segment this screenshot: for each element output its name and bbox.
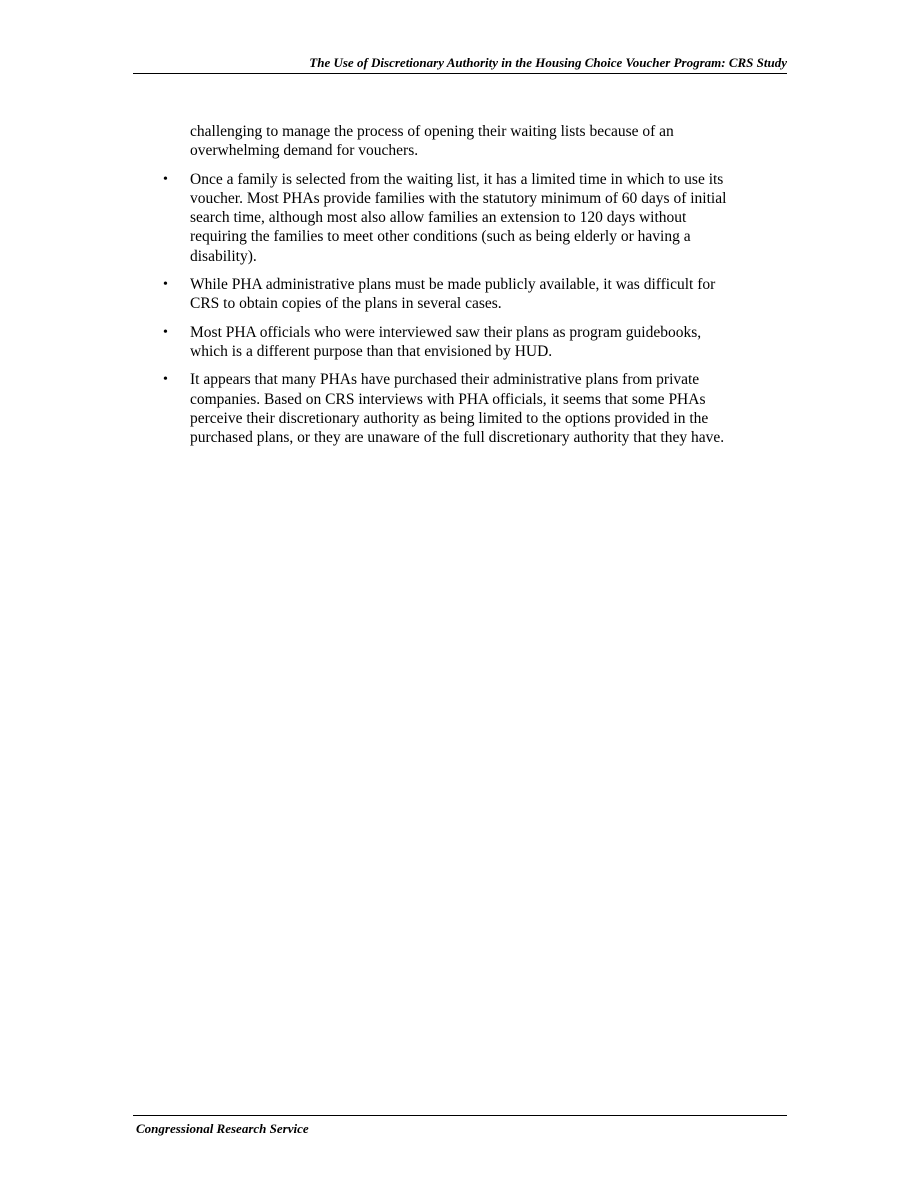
bullet-icon: •: [163, 372, 168, 388]
bullet-icon: •: [163, 324, 168, 340]
page-header: [133, 55, 787, 74]
page-footer: [133, 1115, 787, 1136]
bullet-item: [162, 275, 742, 314]
running-header-title: The Use of Discretionary Authority in the Housing Choice Voucher Program: CRS Study: [309, 55, 787, 70]
footer-organization: Congressional Research Service: [136, 1121, 309, 1136]
bullet-icon: •: [163, 171, 168, 187]
bullet-list: [162, 170, 742, 448]
bullet-item: [162, 323, 742, 362]
bullet-text: While PHA administrative plans must be made publicly available, it was difficult for CRS to obtain copies of the plans in several cases.: [190, 276, 716, 313]
bullet-item: [162, 170, 742, 266]
bullet-text: It appears that many PHAs have purchased their administrative plans from private companies. Based on CRS interviews with PHA officials, it seems that some PHAs perceive their discretionary authority as being limited to the options provided in the purchased plans, or they are unaware of the full discretionary authority that they have.: [190, 371, 725, 447]
bullet-icon: •: [163, 277, 168, 293]
bullet-text: Most PHA officials who were interviewed saw their plans as program guidebooks, which is a different purpose than that envisioned by HUD.: [190, 323, 702, 360]
continued-paragraph: challenging to manage the process of opening their waiting lists because of an overwhelming demand for vouchers.: [190, 123, 674, 160]
bullet-text: Once a family is selected from the waiting list, it has a limited time in which to use its voucher. Most PHAs provide families with the statutory minimum of 60 days of initial search time, although most also allow families an extension to 120 days without requiring the families to meet other conditions (such as being elderly or having a disability).: [190, 170, 727, 265]
bullet-item: [162, 370, 742, 447]
page-content: [162, 122, 742, 456]
